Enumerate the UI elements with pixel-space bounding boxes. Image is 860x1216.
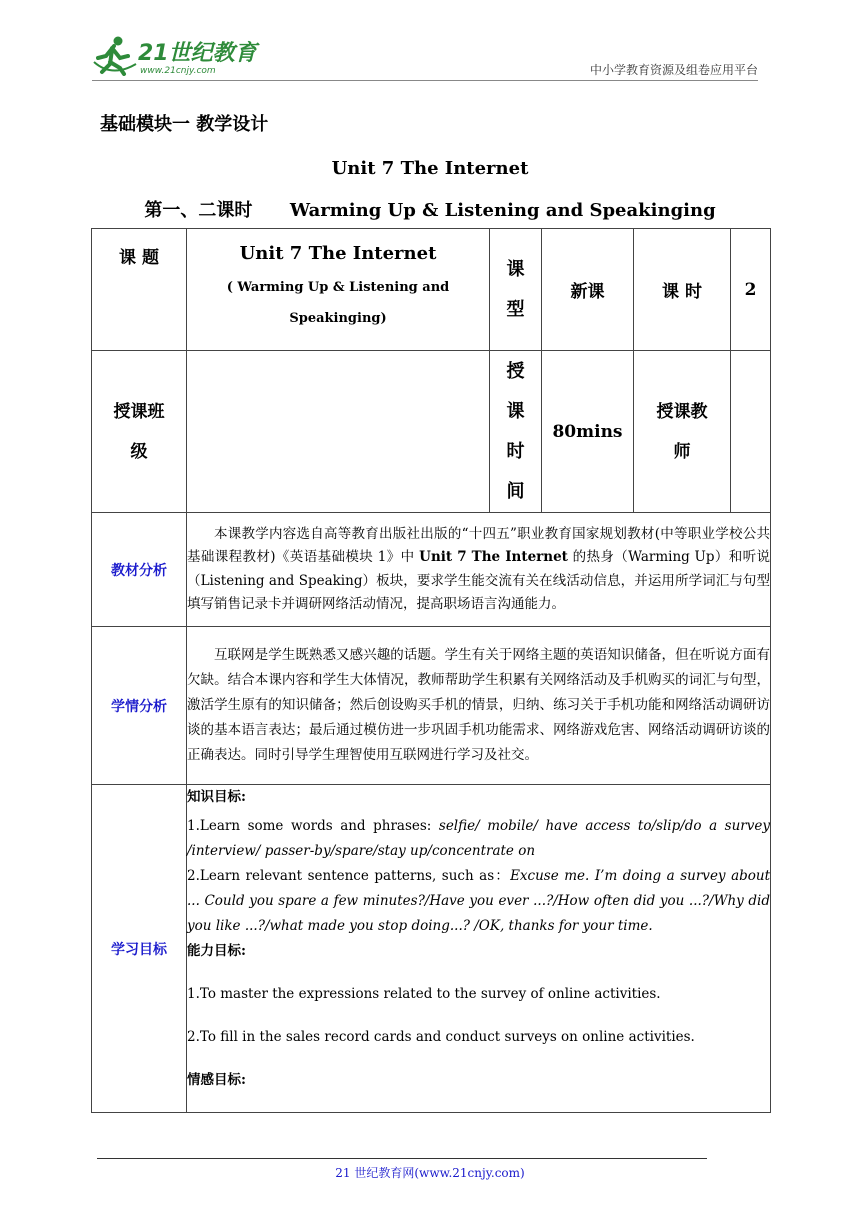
- class-label: [92, 351, 187, 513]
- time-label: [490, 351, 542, 513]
- footer-link[interactable]: 21 世纪教育网(www.21cnjy.com): [335, 1166, 525, 1180]
- table-row-materials: [92, 513, 771, 627]
- materials-paragraph: [187, 523, 770, 617]
- materials-label: 教材分析: [92, 513, 187, 627]
- knowledge-item-2-patterns: Excuse me. I’m doing a survey about ... Could you spare a few minutes?/Have you ever ...?/How often did you ...?/Why did you like ...?/what made you stop doing...? /OK, thanks for your time.: [187, 868, 771, 934]
- runner-icon: [94, 37, 136, 75]
- time-label-char4: 间: [506, 480, 525, 502]
- teacher-label-line2: 师: [673, 441, 691, 462]
- time-value: 80mins: [542, 351, 634, 513]
- type-label: [490, 229, 542, 351]
- time-label-char1: 授: [506, 360, 525, 382]
- platform-tagline: 中小学教育资源及组卷应用平台: [589, 63, 758, 77]
- class-value[interactable]: [187, 351, 490, 513]
- materials-text-unit: Unit 7 The Internet: [419, 549, 568, 565]
- page-header: [92, 30, 758, 80]
- ability-item-1: 1.To master the expressions related to the survey of online activities.: [187, 986, 661, 1002]
- time-label-char2: 课: [506, 400, 525, 422]
- learners-paragraph: 互联网是学生既熟悉又感兴趣的话题。学生有关于网络主题的英语知识储备，但在听说方面有欠缺。结合本课内容和学生大体情况，教师帮助学生积累有关网络活动及手机购买的词汇与句型，激活学生原有的知识储备；然后创设购买手机的情景，归纳、练习关于手机功能和网络活动调研访谈的基本语言表达；最后通过模仿进一步巩固手机功能需求、网络游戏危害、网络活动调研访谈的正确表达。同时引导学生理智使用互联网进行学习及社交。: [187, 647, 770, 763]
- hours-value: 2: [731, 229, 771, 351]
- knowledge-item-2: [187, 864, 770, 939]
- table-row-learners: [92, 627, 771, 785]
- knowledge-item-1-words: selfie/ mobile/ have access to/slip/do a survey /interview/ passer-by/spare/stay up/concentrate on: [187, 818, 770, 859]
- ability-heading: 能力目标:: [187, 943, 246, 959]
- time-label-char3: 时: [506, 440, 525, 462]
- teacher-label-line1: 授课教: [656, 401, 708, 422]
- svg-text:21世纪教育: 21世纪教育: [138, 41, 257, 66]
- class-label-line1: 授课班: [113, 401, 165, 422]
- footer-divider: [97, 1158, 707, 1159]
- table-row-class: [92, 351, 771, 513]
- topic-label: 课 题: [92, 229, 187, 351]
- ability-item-2: 2.To fill in the sales record cards and conduct surveys on online activities.: [187, 1029, 695, 1045]
- header-divider: [92, 80, 758, 81]
- learners-text: [187, 627, 771, 785]
- knowledge-heading: 知识目标:: [187, 789, 246, 805]
- lesson-plan-table: [91, 228, 771, 1113]
- knowledge-item-1: [187, 814, 770, 864]
- type-label-char2: 型: [506, 298, 525, 320]
- table-row-goals: [92, 785, 771, 1113]
- materials-text-post: 的热身（Warming Up）和听说（Listening and Speaking）板块，要求学生能交流有关在线活动信息，并运用所学词汇与句型填写销售记录卡并调研网络活动情况，提高职场语言沟通能力。: [187, 549, 770, 612]
- class-label-line2: 级: [130, 441, 148, 462]
- knowledge-item-2-prefix: 2.Learn relevant sentence patterns, such as：: [187, 868, 511, 884]
- teacher-label: [634, 351, 731, 513]
- emotion-heading: 情感目标:: [187, 1072, 246, 1088]
- svg-text:www.21cnjy.com: www.21cnjy.com: [140, 66, 216, 76]
- goals-content: [187, 785, 771, 1113]
- site-logo[interactable]: [92, 34, 262, 76]
- type-label-char1: 课: [506, 258, 525, 280]
- topic-cell: [187, 229, 490, 351]
- learners-label: 学情分析: [92, 627, 187, 785]
- knowledge-item-1-prefix: 1.Learn some words and phrases:: [187, 818, 439, 834]
- materials-text-pre: 本课教学内容选自高等教育出版社出版的“十四五”职业教育国家规划教材(中等职业学校公共基础课程教材)《英语基础模块 1》中: [187, 525, 770, 565]
- topic-subtitle-line2: Speakinging): [289, 311, 387, 326]
- section-title: 基础模块一 教学设计: [100, 114, 269, 135]
- hours-label: 课 时: [634, 229, 731, 351]
- topic-title: Unit 7 The Internet: [239, 243, 437, 264]
- table-row-topic: [92, 229, 771, 351]
- materials-text: [187, 513, 771, 627]
- goals-label: 学习目标: [92, 785, 187, 1113]
- unit-title: Unit 7 The Internet: [331, 158, 529, 179]
- topic-subtitle-line1: ( Warming Up & Listening and: [226, 280, 450, 295]
- type-value: 新课: [542, 229, 634, 351]
- lesson-title: 第一、二课时 Warming Up & Listening and Speakinging: [144, 200, 716, 221]
- teacher-value[interactable]: [731, 351, 771, 513]
